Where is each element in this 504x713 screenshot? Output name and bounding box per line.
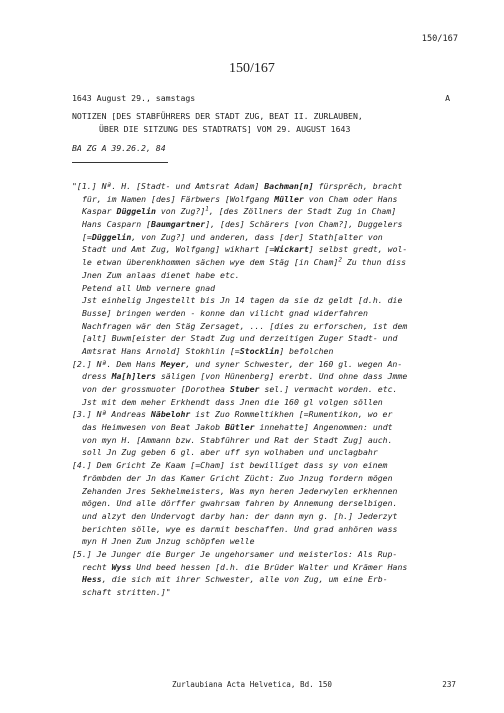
body-line <box>72 523 462 536</box>
footnote-marker: 1 <box>205 205 209 213</box>
body-line <box>72 294 462 307</box>
text-run: säligen [von Hünenberg] ererbt. Und ohne dass Jmme <box>155 371 408 382</box>
body-line <box>72 332 462 345</box>
separator-rule <box>72 162 168 163</box>
person-name: Ma[h]lers <box>111 371 156 382</box>
text-run: für, im Namen [des] Färbwers [Wolfgang <box>82 193 275 204</box>
person-name: Düggelin <box>116 206 156 217</box>
body-line <box>72 459 462 472</box>
text-run: dress <box>82 371 112 382</box>
date-line <box>72 92 450 105</box>
body-line <box>72 231 462 244</box>
text-run: ], [des] Schärers [von Cham?], Duggelers <box>205 219 403 230</box>
text-run: Stadt und Amt Zug, Wolfgang] wikhart [= <box>82 244 275 255</box>
text-run: recht <box>82 561 112 572</box>
text-run: Hans Casparn [ <box>82 219 152 230</box>
body-line <box>72 358 462 371</box>
body-line <box>72 497 462 510</box>
body-line <box>72 218 462 231</box>
person-name: Bachman[n] <box>264 181 314 191</box>
text-run: Und beed hessen [d.h. die Brüder Walter und Krämer Hans <box>131 561 408 572</box>
person-name: Müller <box>274 193 304 204</box>
body-line <box>72 510 462 523</box>
person-name: Wickart <box>274 244 309 255</box>
text-run: "[1.] Nª. H. [Stadt- und Amtsrat Adam] <box>72 181 265 191</box>
text-run: ] selbst gredt, wol- <box>308 244 408 255</box>
text-run: , und syner Schwester, der 160 gl. wegen An- <box>185 358 403 369</box>
body-line <box>72 307 462 320</box>
text-run: [3.] Nª Andreas <box>72 409 151 420</box>
body-line <box>72 408 462 421</box>
body-line <box>72 269 462 282</box>
archive-signature: BA ZG A 39.26.2, 84 <box>72 143 166 153</box>
text-run: le etwan überenkhommen sächen wye dem Stäg [in Cham] <box>82 257 339 268</box>
body-line <box>72 370 462 383</box>
person-name: Stuber <box>229 384 260 394</box>
text-run: Busse] bringen werden - konne dan vilicht gnad widerfahren <box>82 307 368 318</box>
document-number: 150/167 <box>229 61 275 76</box>
body-line <box>72 573 462 586</box>
transcription-body <box>72 180 462 599</box>
footer-journal: Zurlaubiana Acta Helvetica, Bd. 150 <box>171 680 332 689</box>
text-run: von der grossmuoter [Dorothea <box>82 384 230 394</box>
text-run: [alt] Buwm[eister der Stadt Zug und derzeitigen Zuger Stadt- und <box>82 333 398 344</box>
text-run: und alzyt den Undervogt darby han: der dann myn g. [h.] Jederzyt <box>82 510 398 521</box>
body-line <box>72 396 462 409</box>
text-run: myn H Jnen Zum Jnzug schöpfen welle <box>82 536 255 547</box>
text-run: [4.] Dem Gricht Ze Kaam [=Cham] ist bewilliget dass sy von einem <box>72 460 388 471</box>
body-line <box>72 205 462 218</box>
text-run: Zu thun diss <box>341 257 407 268</box>
text-run: innehatte] Angenommen: undt <box>254 422 393 433</box>
footer-page-number: 237 <box>442 680 456 689</box>
text-run: Zehanden Jres Sekhelmeisters, Was myn heren Jederwylen erkhennen <box>82 485 398 496</box>
text-run: Petend all Umb vernere gnad <box>82 282 216 293</box>
text-run: Jnen Zum anlaas dienet habe etc. <box>82 269 240 280</box>
text-run: Jst mit dem meher Erkhendt dass Jnen die 160 gl volgen söllen <box>82 396 383 407</box>
body-line <box>72 472 462 485</box>
text-run: Nachfragen wär den Stäg Zersaget, ... [dies zu erforschen, ist dem <box>82 320 408 331</box>
body-line <box>72 193 462 206</box>
text-run: soll Jn Zug geben 6 gl. aber uff syn wolhaben und unclagbahr <box>82 447 378 458</box>
text-run: von Zug?] <box>155 206 206 217</box>
text-run: , die sich mit ihrer Schwester, alle von Zug, um eine Erb- <box>101 574 388 585</box>
title-line-1: NOTIZEN [DES STABFÜHRERS DER STADT ZUG, BEAT II. ZURLAUBEN, <box>72 111 363 121</box>
text-run: fürsprëch, bracht <box>313 181 403 191</box>
text-run: Kaspar <box>82 206 117 217</box>
text-run: , [des Zöllners der Stadt Zug in Cham] <box>208 206 397 217</box>
body-line <box>72 421 462 434</box>
body-line <box>72 485 462 498</box>
person-name: Baumgartner <box>151 219 206 230</box>
text-run: berichten sölle, wye es darmit beschaffen. Und grad anhören wass <box>82 523 398 534</box>
body-line <box>72 180 462 193</box>
person-name: Meyer <box>160 358 186 369</box>
text-run: Jst einhelig Jngestellt bis Jn 14 tagen da sie dz geldt [d.h. die <box>82 295 403 306</box>
person-name: Näbelohr <box>150 409 191 420</box>
body-line <box>72 586 462 599</box>
page-reference: 150/167 <box>421 34 458 44</box>
body-line <box>72 434 462 447</box>
body-line <box>72 345 462 358</box>
body-line <box>72 548 462 561</box>
text-run: schaft stritten.]" <box>82 587 171 597</box>
body-line <box>72 561 462 574</box>
person-name: Wyss <box>111 561 132 572</box>
body-line <box>72 446 462 459</box>
text-run: [2.] Nª. Dem Hans <box>72 358 161 369</box>
text-run: [5.] Je Junger die Burger Je ungehorsamer und meisterlos: Als Rup- <box>72 548 398 559</box>
text-run: das Heimwesen von Beat Jakob <box>82 422 225 433</box>
person-name: Düggelin <box>91 231 132 242</box>
person-name: Stocklin <box>239 345 280 356</box>
record-letter: A <box>445 93 450 103</box>
body-line <box>72 243 462 256</box>
body-line <box>72 282 462 295</box>
text-run: ist Zuo Rommeltikhen [=Rumentikon, wo er <box>190 409 393 420</box>
text-run: ] befolchen <box>279 345 334 356</box>
body-line <box>72 535 462 548</box>
title-line-2: ÜBER DIE SITZUNG DES STADTRATS] VOM 29. AUGUST 1643 <box>99 123 351 134</box>
person-name: Bütler <box>224 422 255 433</box>
text-run: sel.] vermacht worden. etc. <box>259 384 398 394</box>
body-line <box>72 256 462 269</box>
body-line <box>72 383 462 396</box>
text-run: , von Zug?] und anderen, dass [der] Stath[alter von <box>131 231 383 242</box>
text-run: [= <box>82 231 92 242</box>
text-run: von myn H. [Ammann bzw. Stabführer und Rat der Stadt Zug] auch. <box>82 434 393 445</box>
body-line <box>72 320 462 333</box>
person-name: Hess <box>82 574 102 585</box>
text-run: von Cham oder Hans <box>303 193 398 204</box>
record-title <box>72 110 450 135</box>
record-date: 1643 August 29., samstags <box>72 93 196 103</box>
footnote-marker: 2 <box>338 256 342 264</box>
text-run: mögen. Und alle dörffer gwahrsam fahren by Annemung derselbigen. <box>82 498 398 509</box>
text-run: Amtsrat Hans Arnold] Stokhlin [= <box>82 345 240 356</box>
text-run: frömbden der Jn das Kamer Gricht Zücht: Zuo Jnzug fordern mögen <box>82 472 393 483</box>
